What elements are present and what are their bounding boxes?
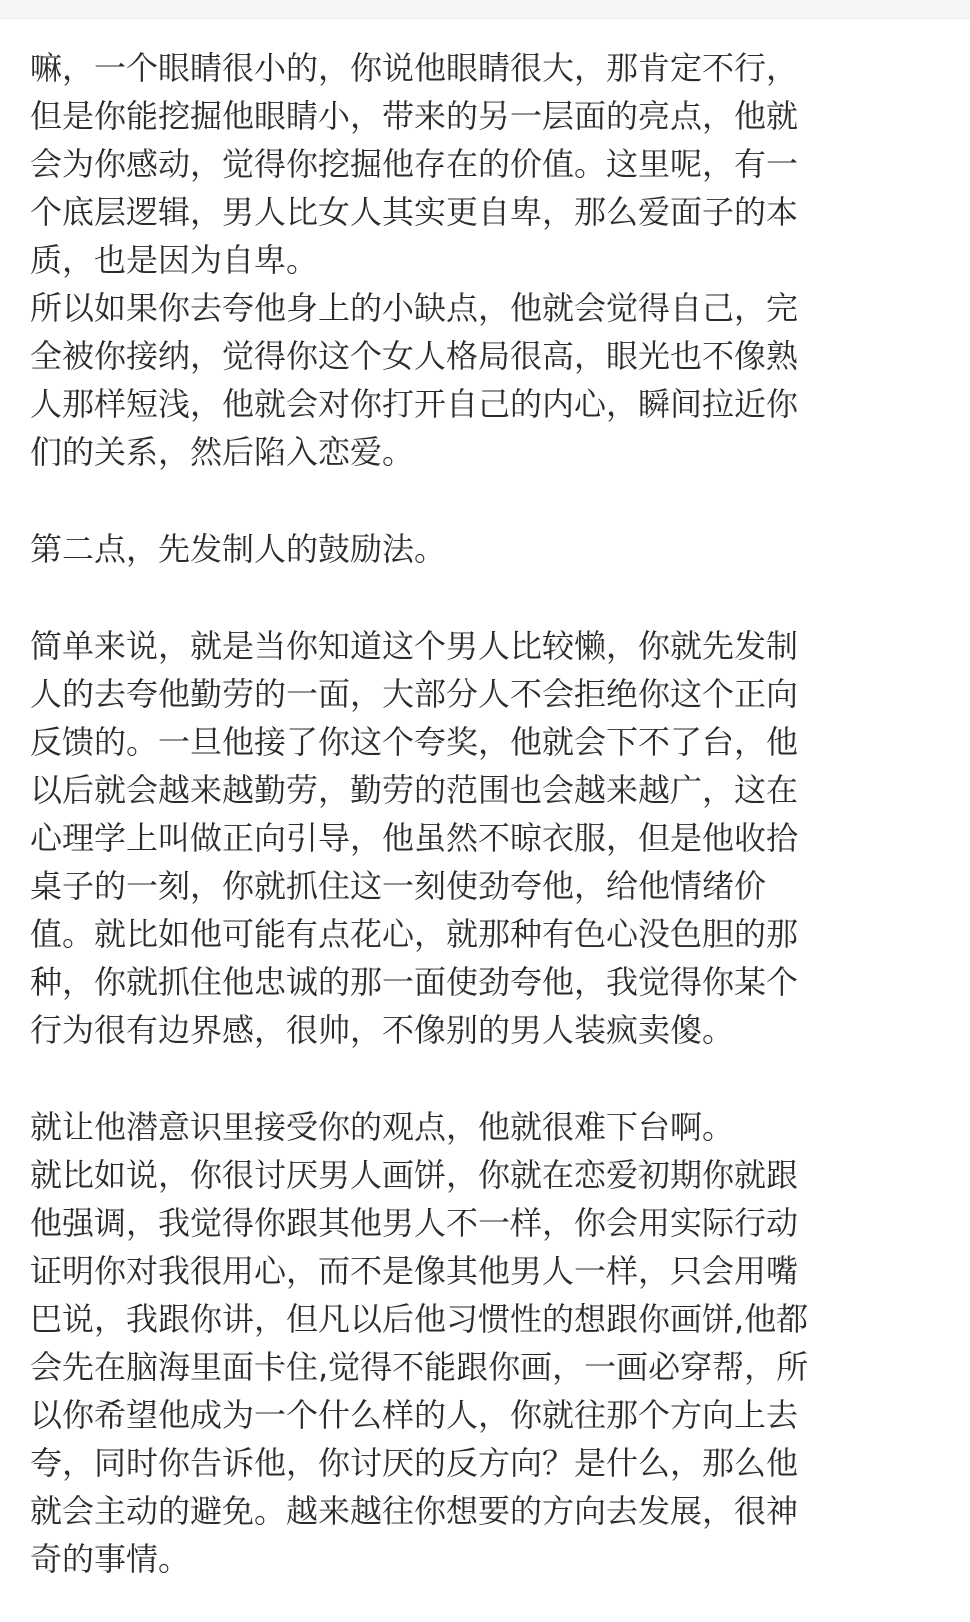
text-line: 奇的事情。 [30, 1540, 191, 1578]
text-line: 就让他潜意识里接受你的观点，他就很难下台啊。 [30, 1108, 735, 1146]
text-line: 巴说，我跟你讲，但凡以后他习惯性的想跟你画饼,他都 [30, 1300, 809, 1338]
text-line: 反馈的。一旦他接了你这个夸奖，他就会下不了台，他 [30, 723, 799, 761]
text-line: 种，你就抓住他忠诚的那一面使劲夸他，我觉得你某个 [30, 963, 799, 1001]
text-line: 简单来说，就是当你知道这个男人比较懒，你就先发制 [30, 627, 799, 665]
text-line: 嘛，一个眼睛很小的，你说他眼睛很大，那肯定不行， [30, 49, 799, 87]
text-line: 以后就会越来越勤劳，勤劳的范围也会越来越广，这在 [30, 771, 799, 809]
text-line: 会先在脑海里面卡住,觉得不能跟你画，一画必穿帮，所 [30, 1348, 809, 1386]
text-line: 全被你接纳，觉得你这个女人格局很高，眼光也不像熟 [30, 337, 799, 375]
text-line: 心理学上叫做正向引导，他虽然不晾衣服，但是他收拾 [30, 819, 799, 857]
text-line: 但是你能挖掘他眼睛小，带来的另一层面的亮点，他就 [30, 97, 799, 135]
text-line: 就会主动的避免。越来越往你想要的方向去发展，很神 [30, 1492, 799, 1530]
text-line: 就比如说，你很讨厌男人画饼，你就在恋爱初期你就跟 [30, 1156, 799, 1194]
text-line: 们的关系，然后陷入恋爱。 [30, 433, 415, 471]
text-line: 他强调，我觉得你跟其他男人不一样，你会用实际行动 [30, 1204, 799, 1242]
text-line: 质，也是因为自卑。 [30, 241, 319, 279]
text-line: 所以如果你去夸他身上的小缺点，他就会觉得自己，完 [30, 289, 799, 327]
text-line: 人的去夸他勤劳的一面，大部分人不会拒绝你这个正向 [30, 675, 799, 713]
text-line: 个底层逻辑，男人比女人其实更自卑，那么爱面子的本 [30, 193, 799, 231]
text-line: 证明你对我很用心，而不是像其他男人一样，只会用嘴 [30, 1252, 799, 1290]
text-line: 值。就比如他可能有点花心，就那种有色心没色胆的那 [30, 915, 799, 953]
text-line: 以你希望他成为一个什么样的人，你就往那个方向上去 [30, 1396, 799, 1434]
text-line: 桌子的一刻，你就抓住这一刻使劲夸他，给他情绪价 [30, 867, 767, 905]
text-line: 会为你感动，觉得你挖掘他存在的价值。这里呢，有一 [30, 145, 799, 183]
section-heading: 第二点，先发制人的鼓励法。 [30, 530, 447, 568]
text-line: 人那样短浅，他就会对你打开自己的内心，瞬间拉近你 [30, 385, 799, 423]
article-text [0, 16, 970, 1622]
text-line: 行为很有边界感，很帅，不像别的男人装疯卖傻。 [30, 1011, 735, 1049]
text-line: 夸，同时你告诉他，你讨厌的反方向？是什么，那么他 [30, 1444, 799, 1482]
